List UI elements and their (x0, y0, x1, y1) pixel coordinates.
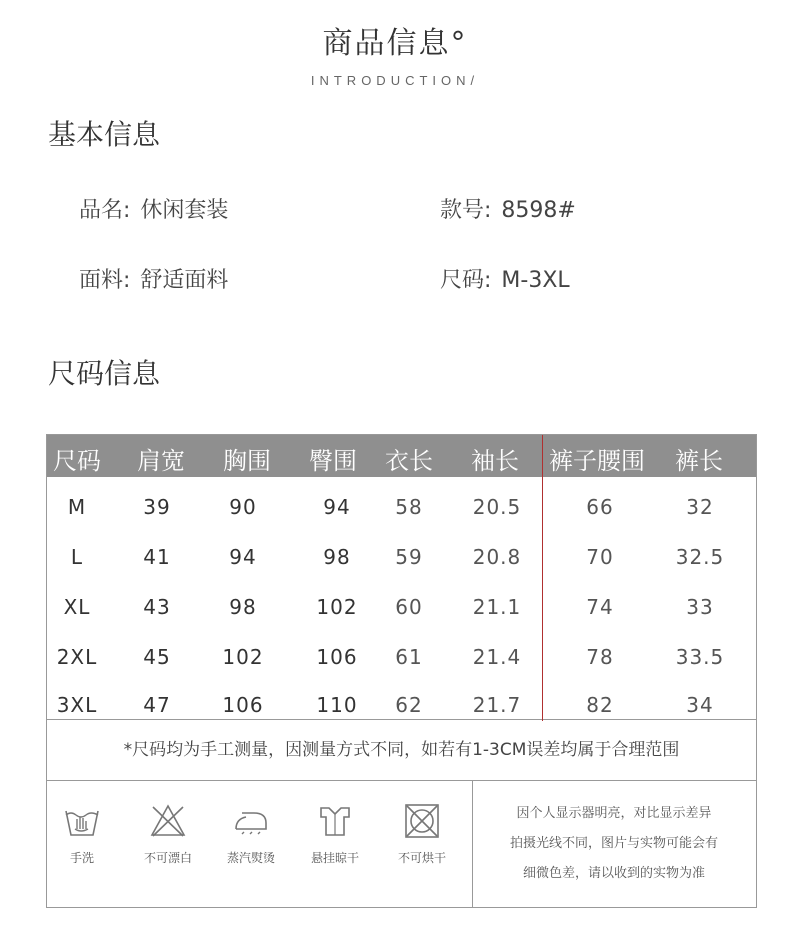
column-header: 裤子腰围 (549, 447, 645, 475)
measurement-cell: 78 (586, 645, 614, 669)
measurement-cell: 90 (229, 495, 257, 519)
fabric-value: 舒适面料 (140, 268, 229, 293)
column-header: 裤长 (675, 447, 723, 475)
care-item-no-bleach (133, 803, 203, 866)
table-divider (542, 435, 543, 721)
product-name-value: 休闲套装 (140, 198, 229, 223)
care-label: 悬挂晾干 (310, 851, 359, 865)
care-item-no-tumble-dry (387, 803, 457, 866)
column-header: 衣长 (385, 447, 433, 475)
measurement-cell: 32 (686, 495, 714, 519)
measurement-cell: 102 (222, 645, 264, 669)
measurement-cell: 70 (586, 545, 614, 569)
measurement-cell: 74 (586, 595, 614, 619)
style-number-label: 款号: (440, 198, 492, 223)
care-label: 手洗 (69, 851, 94, 865)
measurement-cell: 33.5 (675, 645, 725, 669)
size-cell: L (70, 545, 84, 569)
measurement-cell: 41 (143, 545, 171, 569)
care-item-steam-iron (216, 803, 286, 866)
measurement-cell: 66 (586, 495, 614, 519)
product-name-row (79, 193, 228, 224)
size-cell: 3XL (56, 693, 98, 717)
hand-wash-icon (63, 803, 101, 839)
measurement-cell: 45 (143, 645, 171, 669)
measurement-cell: 47 (143, 693, 171, 717)
measurement-cell: 110 (316, 693, 358, 717)
care-item-hang-dry (300, 803, 370, 866)
size-cell: M (67, 495, 87, 519)
measurement-cell: 98 (323, 545, 351, 569)
hang-dry-icon (316, 803, 354, 839)
page-title: 商品信息° (322, 26, 468, 61)
disclaimer-line: 细微色差，请以收到的实物为准 (522, 866, 705, 881)
size-cell: 2XL (56, 645, 98, 669)
measurement-cell: 59 (395, 545, 423, 569)
measurement-cell: 34 (686, 693, 714, 717)
size-range-value: M-3XL (501, 268, 570, 293)
color-disclaimer (479, 799, 749, 889)
measurement-note: *尺码均为手工测量，因测量方式不同，如若有1-3CM误差均属于合理范围 (46, 719, 757, 781)
care-label: 不可烘干 (397, 851, 446, 865)
fabric-label: 面料: (79, 268, 131, 293)
measurement-cell: 94 (323, 495, 351, 519)
care-label: 不可漂白 (143, 851, 192, 865)
measurement-cell: 102 (316, 595, 358, 619)
measurement-cell: 43 (143, 595, 171, 619)
measurement-cell: 62 (395, 693, 423, 717)
fabric-row (79, 263, 228, 294)
care-instructions (46, 780, 757, 908)
care-label: 蒸汽熨烫 (226, 851, 275, 865)
product-name-label: 品名: (79, 198, 131, 223)
measurement-cell: 106 (316, 645, 358, 669)
care-divider (472, 781, 473, 907)
no-bleach-icon (149, 803, 187, 839)
measurement-cell: 21.4 (472, 645, 522, 669)
style-number-value: 8598# (501, 198, 576, 223)
size-range-label: 尺码: (440, 268, 492, 293)
measurement-cell: 21.1 (472, 595, 522, 619)
page-subtitle: INTRODUCTION/ (310, 73, 480, 88)
column-header: 尺码 (53, 447, 101, 475)
size-cell: XL (63, 595, 91, 619)
care-item-hand-wash (47, 803, 117, 866)
measurement-cell: 21.7 (472, 693, 522, 717)
measurement-cell: 60 (395, 595, 423, 619)
size-table (46, 434, 757, 720)
measurement-cell: 20.8 (472, 545, 522, 569)
measurement-cell: 61 (395, 645, 423, 669)
size-table-header (47, 435, 756, 477)
column-header: 袖长 (471, 447, 519, 475)
measurement-cell: 106 (222, 693, 264, 717)
disclaimer-line: 拍摄光线不同，图片与实物可能会有 (509, 836, 718, 851)
measurement-cell: 32.5 (675, 545, 725, 569)
size-range-row (440, 263, 570, 294)
measurement-cell: 20.5 (472, 495, 522, 519)
steam-iron-icon (232, 803, 270, 839)
column-header: 胸围 (223, 447, 271, 475)
basic-info-heading: 基本信息 (48, 118, 161, 151)
no-tumble-dry-icon (403, 803, 441, 839)
measurement-cell: 39 (143, 495, 171, 519)
size-info-heading: 尺码信息 (48, 357, 161, 390)
measurement-cell: 33 (686, 595, 714, 619)
style-number-row (440, 193, 576, 224)
measurement-cell: 82 (586, 693, 614, 717)
measurement-cell: 94 (229, 545, 257, 569)
measurement-cell: 98 (229, 595, 257, 619)
disclaimer-line: 因个人显示器明亮，对比显示差异 (516, 806, 712, 821)
column-header: 肩宽 (137, 447, 185, 475)
column-header: 臀围 (309, 447, 357, 475)
measurement-cell: 58 (395, 495, 423, 519)
